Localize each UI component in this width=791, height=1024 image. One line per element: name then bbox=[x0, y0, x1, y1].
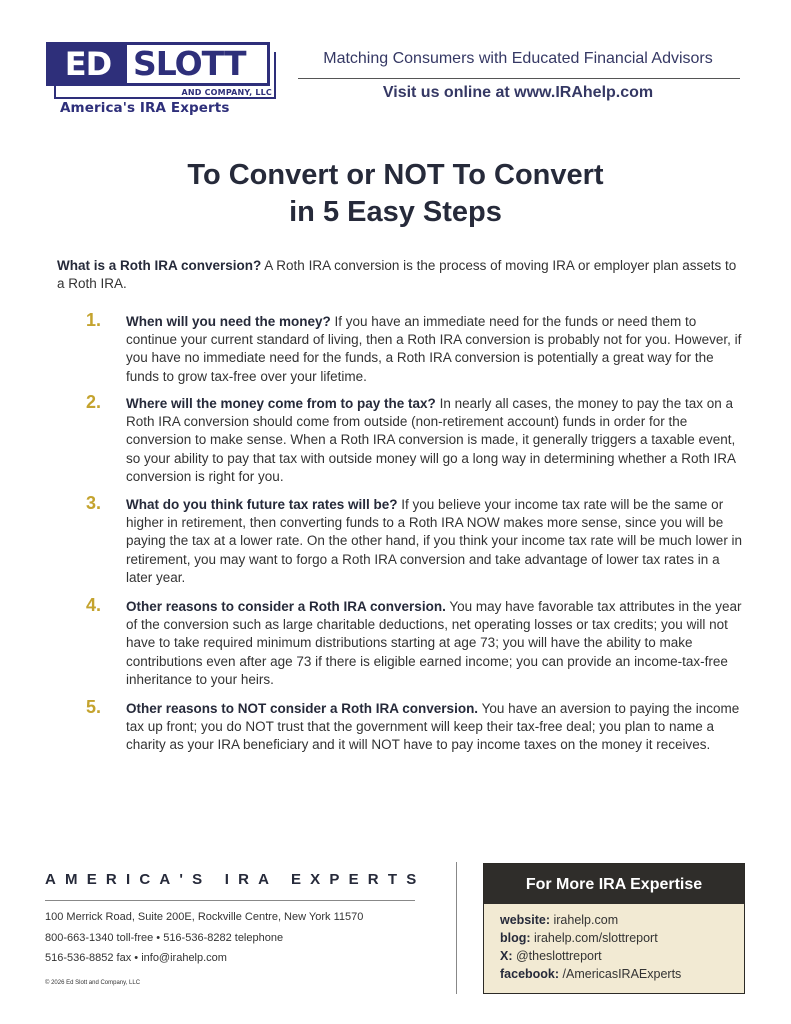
step-lead: Other reasons to NOT consider a Roth IRA conversion. bbox=[126, 701, 479, 716]
step-lead: Where will the money come from to pay the tax? bbox=[126, 396, 436, 411]
step-number: 2. bbox=[86, 392, 102, 412]
box-link-website[interactable] bbox=[500, 911, 744, 929]
footer-copyright: © 2026 Ed Slott and Company, LLC bbox=[45, 980, 141, 986]
footer-address: 100 Merrick Road, Suite 200E, Rockville Centre, New York 11570 bbox=[45, 911, 364, 923]
logo-slott: SLOTT bbox=[133, 44, 246, 83]
step-number: 5. bbox=[86, 697, 102, 717]
step-text bbox=[126, 395, 746, 486]
link-value: irahelp.com/slottreport bbox=[530, 931, 658, 945]
link-label: X: bbox=[500, 949, 513, 963]
step-lead: Other reasons to consider a Roth IRA conversion. bbox=[126, 599, 446, 614]
link-value: /AmericasIRAExperts bbox=[559, 967, 682, 981]
footer-vertical-divider bbox=[456, 862, 457, 994]
link-label: website: bbox=[500, 913, 551, 927]
step-text bbox=[126, 313, 746, 386]
page-title bbox=[0, 157, 791, 231]
link-label: blog: bbox=[500, 931, 531, 945]
step-body: If you have an immediate need for the funds or need them to continue your current standard of living, then a Roth IRA conversion is probably not for you. However, if you have no immediate need for the funds, a Roth IRA conversion is potentially a great way for the funds to grow tax-free over your lifetime. bbox=[126, 314, 742, 384]
ed-slott-logo bbox=[46, 42, 286, 118]
title-line-2: in 5 Easy Steps bbox=[289, 196, 502, 228]
step-body: In nearly all cases, the money to pay the tax on a Roth IRA conversion should come from outside (non-retirement account) funds in order for the conversion to make sense. When a Roth IRA conversion is made, it generally triggers a taxable event, so your ability to pay that tax with outside money will go a long way in determining whether a Roth IRA conversion is right for you. bbox=[126, 396, 736, 484]
link-value: irahelp.com bbox=[550, 913, 619, 927]
link-label: facebook: bbox=[500, 967, 560, 981]
link-value: @theslottreport bbox=[512, 949, 602, 963]
step-lead: What do you think future tax rates will be? bbox=[126, 497, 398, 512]
footer-fax-email[interactable]: 516-536-8852 fax • info@irahelp.com bbox=[45, 952, 227, 964]
more-expertise-box bbox=[483, 863, 745, 994]
step-text bbox=[126, 598, 746, 689]
box-title: For More IRA Expertise bbox=[484, 864, 744, 904]
step-body: If you believe your income tax rate will be the same or higher in retirement, then converting funds to a Roth IRA NOW makes more sense, since you will be paying the tax at a lower rate. On the other hand, if you think your income tax rate will be much lower in retirement, you may want to forgo a Roth IRA conversion and take advantage of lower tax rates in a later year. bbox=[126, 497, 743, 585]
title-line-1: To Convert or NOT To Convert bbox=[187, 159, 604, 191]
step-text bbox=[126, 496, 746, 587]
header-visit-link[interactable]: Visit us online at www.IRAhelp.com bbox=[382, 84, 654, 101]
box-link-facebook[interactable] bbox=[500, 965, 744, 983]
footer-divider bbox=[45, 900, 415, 901]
step-number: 1. bbox=[86, 310, 102, 330]
intro-paragraph bbox=[57, 257, 747, 293]
intro-text: A Roth IRA conversion is the process of moving IRA or employer plan assets to a Roth IRA. bbox=[57, 258, 737, 291]
step-number: 4. bbox=[86, 595, 102, 615]
box-link-blog[interactable] bbox=[500, 929, 744, 947]
intro-lead: What is a Roth IRA conversion? bbox=[57, 258, 262, 273]
box-links bbox=[484, 904, 744, 983]
logo-wordmark bbox=[46, 42, 270, 86]
box-link-x[interactable] bbox=[500, 947, 744, 965]
step-text bbox=[126, 700, 746, 755]
header-divider bbox=[298, 78, 740, 79]
step-lead: When will you need the money? bbox=[126, 314, 331, 329]
header-tagline: Matching Consumers with Educated Financial Advisors bbox=[323, 50, 713, 67]
step-body: You may have favorable tax attributes in the year of the conversion such as large charitable deductions, net operating losses or tax credits; you will not have to take required minimum distributions starting at age 73; you will have the ability to make contributions even after age 73 if there is eligible earned income; you can provide an income-tax-free inheritance to your heirs. bbox=[126, 599, 742, 687]
step-body: You have an aversion to paying the income tax up front; you do NOT trust that the government will keep their tax-free deal; you plan to name a charity as your IRA beneficiary and it will NOT have to pay income taxes on the money it receives. bbox=[126, 701, 740, 753]
logo-ed: ED bbox=[49, 45, 127, 83]
footer-heading: AMERICA'S IRA EXPERTS bbox=[45, 871, 426, 888]
logo-company: AND COMPANY, LLC bbox=[181, 88, 272, 97]
step-number: 3. bbox=[86, 493, 102, 513]
logo-tagline: America's IRA Experts bbox=[60, 100, 230, 116]
footer-phones: 800-663-1340 toll-free • 516-536-8282 telephone bbox=[45, 932, 284, 944]
